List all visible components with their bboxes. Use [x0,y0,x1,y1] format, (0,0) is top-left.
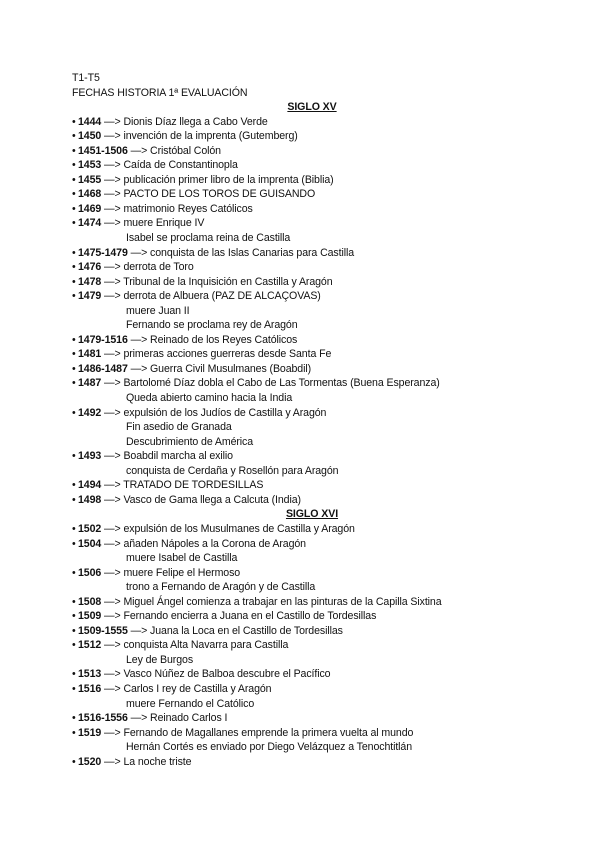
bullet-icon: • [72,566,76,579]
arrow-icon: —> [101,522,124,535]
arrow-icon: —> [101,610,124,623]
bullet-icon: • [72,537,76,550]
bullet-icon: • [72,726,76,739]
entry-year: 1468 [78,188,102,201]
entry-year: 1479-1516 [78,333,128,346]
entry-year: 1451-1506 [78,144,128,157]
entry-description: expulsión de los Musulmanes de Castilla y Aragón [123,522,355,535]
bullet-icon: • [72,595,76,608]
entry-description: Tribunal de la Inquisición en Castilla y Aragón [123,275,333,288]
arrow-icon: —> [101,217,124,230]
section-heading: SIGLO XVI [285,508,339,521]
bullet-icon: • [72,217,76,230]
entry-year: 1455 [78,173,102,186]
timeline-entry [72,711,552,726]
timeline-entry [72,376,552,391]
entry-year: 1469 [78,202,102,215]
timeline-entry [72,246,552,261]
timeline-entry [72,522,552,537]
arrow-icon: —> [101,726,124,739]
bullet-icon: • [72,159,76,172]
timeline-entry [72,144,552,159]
bullet-icon: • [72,173,76,186]
arrow-icon: —> [101,595,124,608]
arrow-icon: —> [101,377,124,390]
arrow-icon: —> [101,406,124,419]
entry-description: Fernando de Magallanes emprende la primera vuelta al mundo [123,726,414,739]
entry-year: 1493 [78,450,102,463]
timeline-entry [72,624,552,639]
document-content [72,71,552,769]
entry-year: 1481 [78,348,102,361]
timeline-entry [72,158,552,173]
timeline-entry [72,260,552,275]
entry-continuation: Hernán Cortés es enviado por Diego Velázquez a Tenochtitlán [126,741,413,754]
arrow-icon: —> [101,159,124,172]
bullet-icon: • [72,610,76,623]
bullet-icon: • [72,188,76,201]
arrow-icon: —> [101,668,124,681]
timeline-entry [72,667,552,682]
entry-continuation: Fernando se proclama rey de Aragón [126,319,298,332]
bullet-icon: • [72,333,76,346]
entry-description: Cristóbal Colón [150,144,221,157]
entry-description: derrota de Toro [123,261,194,274]
section-heading: SIGLO XV [287,101,337,114]
entry-continuation: Isabel se proclama reina de Castilla [126,232,291,245]
entry-description: Guerra Civil Musulmanes (Boabdil) [150,362,312,375]
arrow-icon: —> [127,362,151,375]
arrow-icon: —> [127,333,151,346]
entry-year: 1506 [78,566,102,579]
entry-description: Juana la Loca en el Castillo de Tordesillas [150,624,343,637]
arrow-icon: —> [101,639,124,652]
entry-year: 1487 [78,377,102,390]
timeline-entry [72,362,552,377]
bullet-icon: • [72,755,76,768]
timeline-entry [72,638,552,653]
entry-continuation: Ley de Burgos [126,653,194,666]
arrow-icon: —> [101,261,124,274]
entry-year: 1474 [78,217,102,230]
timeline-entry [72,682,552,697]
timeline-entry [72,216,552,231]
arrow-icon: —> [127,144,151,157]
sections-container [72,100,552,769]
entry-year: 1494 [78,479,102,492]
bullet-icon: • [72,712,76,725]
entry-continuation: muere Fernando el Católico [126,697,255,710]
entry-description: Vasco de Gama llega a Calcuta (India) [123,493,301,506]
entry-description: matrimonio Reyes Católicos [123,202,253,215]
entry-description: Dionis Díaz llega a Cabo Verde [123,115,268,128]
entry-description: derrota de Albuera (PAZ DE ALCAÇOVAS) [123,290,321,303]
arrow-icon: —> [101,479,124,492]
arrow-icon: —> [127,246,151,259]
bullet-icon: • [72,144,76,157]
entry-year: 1444 [78,115,102,128]
timeline-entry [72,202,552,217]
entry-year: 1450 [78,130,102,143]
entry-description: Miguel Ángel comienza a trabajar en las pinturas de la Capilla Sixtina [123,595,442,608]
entry-year: 1479 [78,290,102,303]
bullet-icon: • [72,522,76,535]
bullet-icon: • [72,261,76,274]
document-code: T1-T5 [72,72,100,84]
bullet-icon: • [72,624,76,637]
entry-continuation: Fin asedio de Granada [126,421,232,434]
entry-year: 1504 [78,537,102,550]
arrow-icon: —> [101,566,124,579]
entry-description: expulsión de los Judíos de Castilla y Aragón [123,406,327,419]
entry-continuation: Queda abierto camino hacia la India [126,392,293,405]
entry-year: 1516 [78,682,102,695]
bullet-icon: • [72,348,76,361]
entry-year: 1492 [78,406,102,419]
arrow-icon: —> [101,115,124,128]
bullet-icon: • [72,668,76,681]
document-title: FECHAS HISTORIA 1ª EVALUACIÓN [72,86,248,99]
timeline-entry [72,115,552,130]
bullet-icon: • [72,275,76,288]
timeline-entry [72,566,552,581]
bullet-icon: • [72,246,76,259]
entry-year: 1516-1556 [78,712,128,725]
entry-description: añaden Nápoles a la Corona de Aragón [123,537,306,550]
entry-description: conquista Alta Navarra para Castilla [123,639,289,652]
bullet-icon: • [72,493,76,506]
entry-description: Boabdil marcha al exilio [123,450,233,463]
timeline-entry [72,726,552,741]
entry-continuation: conquista de Cerdaña y Rosellón para Aragón [126,464,339,477]
timeline-entry [72,173,552,188]
entry-year: 1519 [78,726,102,739]
entry-description: muere Enrique IV [123,217,205,230]
arrow-icon: —> [101,450,124,463]
arrow-icon: —> [127,712,151,725]
entry-description: TRATADO DE TORDESILLAS [123,479,264,492]
arrow-icon: —> [101,290,124,303]
bullet-icon: • [72,202,76,215]
entry-year: 1476 [78,261,102,274]
timeline-entry [72,493,552,508]
entry-continuation: muere Juan II [126,304,190,317]
timeline-entry [72,755,552,770]
entry-description: Reinado Carlos I [150,712,228,725]
bullet-icon: • [72,450,76,463]
timeline-entry [72,609,552,624]
entry-description: conquista de las Islas Canarias para Castilla [150,246,354,259]
arrow-icon: —> [101,275,124,288]
entry-year: 1453 [78,159,102,172]
timeline-entry [72,478,552,493]
timeline-entry [72,537,552,552]
entry-year: 1486-1487 [78,362,128,375]
entry-year: 1509-1555 [78,624,128,637]
bullet-icon: • [72,639,76,652]
timeline-entry [72,406,552,421]
entry-description: muere Felipe el Hermoso [123,566,241,579]
bullet-icon: • [72,479,76,492]
entry-year: 1502 [78,522,102,535]
bullet-icon: • [72,377,76,390]
entry-year: 1513 [78,668,102,681]
arrow-icon: —> [101,682,124,695]
entry-year: 1520 [78,755,102,768]
arrow-icon: —> [101,348,124,361]
bullet-icon: • [72,362,76,375]
arrow-icon: —> [101,755,124,768]
arrow-icon: —> [101,188,124,201]
arrow-icon: —> [101,493,124,506]
timeline-entry [72,187,552,202]
timeline-entry [72,333,552,348]
arrow-icon: —> [101,173,124,186]
bullet-icon: • [72,406,76,419]
timeline-entry [72,289,552,304]
entry-continuation: muere Isabel de Castilla [126,552,238,565]
bullet-icon: • [72,130,76,143]
entry-description: Reinado de los Reyes Católicos [150,333,298,346]
entry-year: 1475-1479 [78,246,128,259]
arrow-icon: —> [101,537,124,550]
entry-continuation: Descubrimiento de América [126,435,254,448]
bullet-icon: • [72,290,76,303]
timeline-entry [72,595,552,610]
entry-description: primeras acciones guerreras desde Santa Fe [123,348,332,361]
entry-description: Vasco Núñez de Balboa descubre el Pacífico [123,668,331,681]
timeline-entry [72,129,552,144]
entry-description: Caída de Constantinopla [123,159,238,172]
entry-description: PACTO DE LOS TOROS DE GUISANDO [123,188,316,201]
entry-description: Carlos I rey de Castilla y Aragón [123,682,272,695]
timeline-entry [72,347,552,362]
entry-description: publicación primer libro de la imprenta (Biblia) [123,173,334,186]
arrow-icon: —> [101,130,124,143]
timeline-entry [72,275,552,290]
entry-year: 1478 [78,275,102,288]
bullet-icon: • [72,115,76,128]
bullet-icon: • [72,682,76,695]
entry-description: Fernando encierra a Juana en el Castillo de Tordesillas [123,610,377,623]
entry-year: 1512 [78,639,102,652]
entry-year: 1508 [78,595,102,608]
entry-description: La noche triste [123,755,192,768]
arrow-icon: —> [101,202,124,215]
entry-continuation: trono a Fernando de Aragón y de Castilla [126,581,316,594]
arrow-icon: —> [127,624,151,637]
entry-description: Bartolomé Díaz dobla el Cabo de Las Tormentas (Buena Esperanza) [123,377,440,390]
entry-year: 1498 [78,493,102,506]
entry-description: invención de la imprenta (Gutemberg) [123,130,298,143]
timeline-entry [72,449,552,464]
entry-year: 1509 [78,610,102,623]
